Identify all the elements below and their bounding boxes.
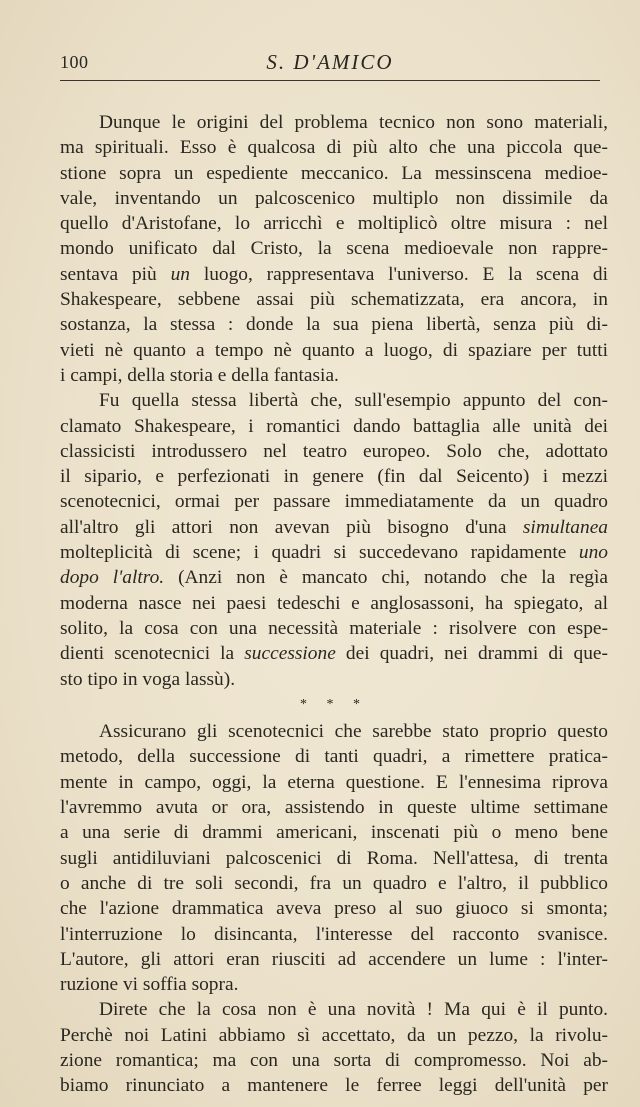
text-line (60, 565, 608, 590)
italic-text: simultanea (522, 516, 608, 538)
text-line: o anche di tre soli secondi, fra un quadro e l'altro, il pubblico (60, 872, 608, 894)
page-header (60, 50, 600, 81)
text-line: vale, inventando un palcoscenico multiplo non dissimile da (60, 187, 608, 209)
text-line (60, 262, 608, 287)
text-line: solito, la cosa con una necessità materiale : risolvere con espe- (60, 617, 608, 639)
text-segment: sentava più (60, 263, 171, 285)
text-line: sostanza, la stessa : donde la sua piena libertà, senza più di- (60, 314, 608, 336)
italic-text: un (170, 263, 190, 285)
section-separator: * * * (300, 696, 368, 712)
text-line: stione sopra un espediente meccanico. La messinscena medioe- (60, 162, 608, 184)
text-line: classicisti introdussero nel teatro europeo. Solo che, adottato (60, 440, 608, 462)
text-line: il sipario, e perfezionati in genere (fin dal Seicento) i mezzi (60, 466, 608, 488)
text-line: vieti nè quanto a tempo nè quanto a luogo, di spaziare per tutti (60, 339, 608, 361)
paragraph-1 (60, 110, 608, 388)
text-line (60, 641, 608, 666)
italic-text: dopo l'altro. (60, 567, 165, 589)
text-line: metodo, della successione di tanti quadri, a rimettere pratica- (60, 746, 608, 768)
text-line: Direte che la cosa non è una novità ! Ma qui è il punto. (99, 999, 608, 1021)
text-segment: all'altro gli attori non avevan più bisogno d'una (60, 516, 523, 538)
text-line: l'interruzione lo disincanta, l'interesse del racconto svanisce. (60, 923, 608, 945)
paragraph-4 (60, 997, 608, 1098)
text-line: Perchè noi Latini abbiamo sì accettato, da un pezzo, la rivolu- (60, 1024, 608, 1046)
text-segment: (Anzi non è mancato chi, notando che la regìa (164, 567, 608, 589)
text-line (60, 515, 608, 540)
text-line: biamo rinunciato a mantenere le ferree leggi dell'unità per (60, 1075, 608, 1097)
text-segment: molteplicità di scene; i quadri si succedevano rapidamente (60, 542, 579, 564)
text-line: scenotecnici, ormai per passare immediatamente da un quadro (60, 491, 608, 513)
italic-text: uno (578, 542, 608, 564)
paragraph-2 (60, 388, 608, 692)
running-head: S. D'AMICO (266, 50, 394, 74)
text-line: mente in campo, oggi, la eterna questione. E l'ennesima riprova (60, 771, 608, 793)
text-line: che l'azione drammatica aveva preso al suo giuoco si smonta; (60, 898, 608, 920)
paragraph-3 (60, 719, 608, 997)
text-line: ma spirituali. Esso è qualcosa di più alto che una piccola que- (60, 137, 608, 159)
text-line: quello d'Aristofane, lo arricchì e moltiplicò oltre misura : nel (60, 213, 608, 235)
text-line: i campi, della storia e della fantasia. (60, 364, 339, 386)
text-line (60, 540, 608, 565)
text-line: ruzione vi soffia sopra. (60, 974, 239, 996)
text-segment: dei quadri, nei drammi di que- (335, 643, 608, 665)
text-line: Dunque le origini del problema tecnico non sono materiali, (99, 112, 608, 133)
page-body (60, 110, 608, 1099)
italic-text: successione (244, 643, 336, 665)
text-segment: dienti scenotecnici la (60, 643, 245, 665)
text-line: clamato Shakespeare, i romantici dando battaglia alle unità dei (60, 415, 608, 437)
text-line: moderna nasce nei paesi tedeschi e anglosassoni, ha spiegato, al (60, 592, 608, 614)
text-line: a una serie di drammi americani, inscenati più o meno bene (60, 822, 608, 844)
text-line: Assicurano gli scenotecnici che sarebbe stato proprio questo (99, 721, 608, 743)
text-segment: luogo, rappresentava l'universo. E la scena di (189, 263, 608, 285)
text-line: sto tipo in voga lassù). (60, 668, 236, 690)
text-line: zione romantica; ma con una sorta di compromesso. Noi ab- (60, 1049, 608, 1071)
text-line: l'avremmo avuta or ora, assistendo in queste ultime settimane (60, 797, 608, 819)
text-line: Shakespeare, sebbene assai più schematizzata, era ancora, in (60, 289, 608, 311)
text-line: Fu quella stessa libertà che, sull'esempio appunto del con- (99, 390, 608, 412)
page-number: 100 (60, 52, 89, 72)
text-line: L'autore, gli attori eran riusciti ad accendere un lume : l'inter- (60, 948, 608, 970)
text-line: sugli antidiluviani palcoscenici di Roma. Nell'attesa, di trenta (60, 847, 608, 869)
text-line: mondo unificato dal Cristo, la scena medioevale non rappre- (60, 238, 608, 260)
